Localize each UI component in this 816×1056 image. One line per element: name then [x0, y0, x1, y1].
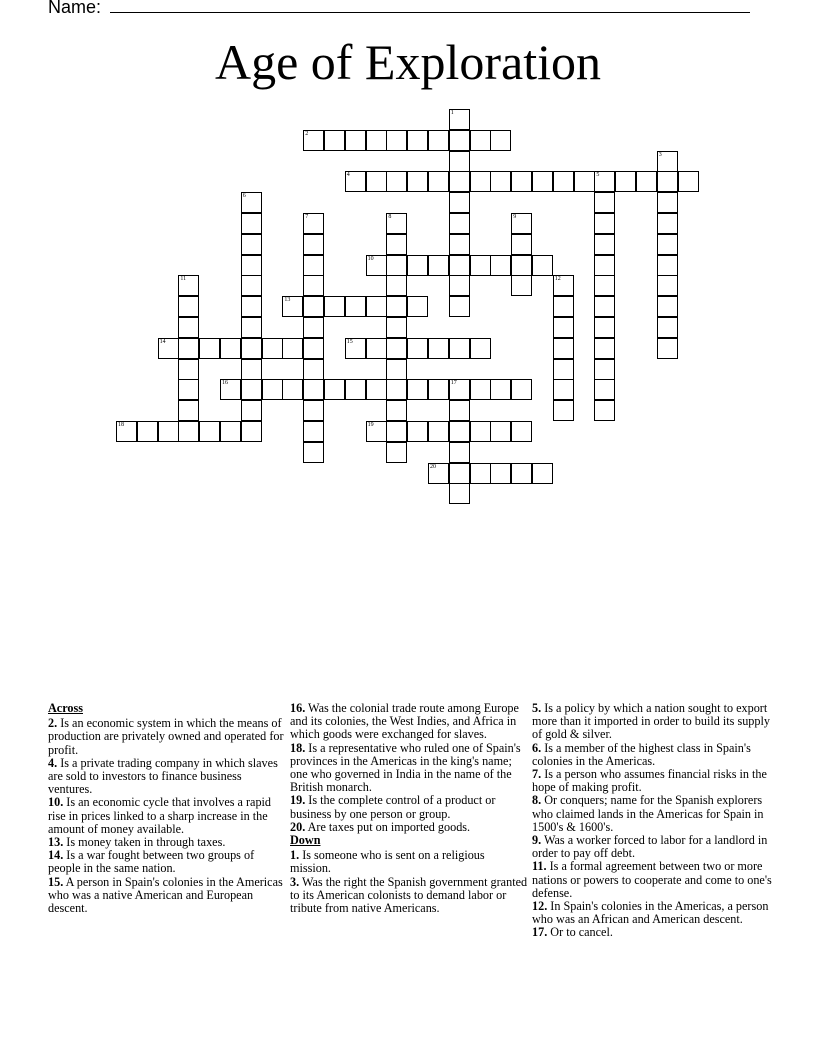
crossword-cell[interactable] [220, 421, 241, 442]
crossword-cell[interactable] [657, 151, 678, 172]
clue-item [532, 834, 772, 860]
crossword-cell[interactable] [594, 317, 615, 338]
clue-column-2 [290, 702, 528, 915]
crossword-cell[interactable] [241, 421, 262, 442]
crossword-cell[interactable] [449, 234, 470, 255]
clue-item [532, 926, 772, 939]
clue-number: 4. [48, 755, 58, 770]
clue-number: 1. [290, 848, 300, 863]
crossword-cell[interactable] [449, 109, 470, 130]
clue-text: Was the right the Spanish government granted to its American colonists to demand labor or tribute from native Americans. [290, 874, 528, 916]
crossword-cell[interactable] [594, 234, 615, 255]
crossword-cell[interactable] [449, 421, 470, 442]
clue-number-label: 7 [305, 214, 309, 220]
clue-number: 2. [48, 716, 58, 731]
clue-item [532, 702, 772, 742]
clue-text: Or to cancel. [547, 925, 613, 940]
crossword-cell[interactable] [470, 421, 491, 442]
crossword-cell[interactable] [594, 275, 615, 296]
crossword-cell[interactable] [449, 400, 470, 421]
crossword-cell[interactable] [657, 192, 678, 213]
clue-text: Is an economic system in which the means of production are privately owned and operated for profit. [48, 716, 284, 757]
clue-number-label: 6 [242, 193, 246, 200]
crossword-cell[interactable] [470, 171, 491, 192]
clue-number-label: 15 [346, 338, 353, 345]
clue-text: Was a worker forced to labor for a landlord in order to pay off debt. [532, 833, 768, 861]
crossword-cell[interactable] [490, 463, 511, 484]
crossword-cell[interactable] [366, 379, 387, 400]
crossword-cell[interactable] [386, 400, 407, 421]
name-label: Name: [48, 0, 107, 17]
crossword-cell[interactable] [574, 171, 595, 192]
clue-text: Is someone who is sent on a religious mission. [290, 848, 485, 876]
clue-number: 9. [532, 833, 542, 848]
clue-item [48, 796, 284, 836]
clue-number-label: 12 [554, 276, 561, 283]
crossword-cell[interactable] [511, 275, 532, 296]
crossword-cell[interactable] [366, 296, 387, 317]
crossword-cell[interactable] [553, 296, 574, 317]
crossword-cell[interactable] [386, 275, 407, 296]
crossword-cell[interactable] [241, 213, 262, 234]
down-clue-list-continued [532, 702, 772, 940]
clue-number-label: 16 [222, 380, 228, 387]
crossword-cell[interactable] [428, 130, 449, 151]
clue-number: 12. [532, 899, 548, 914]
crossword-cell[interactable] [594, 296, 615, 317]
crossword-cell[interactable] [282, 379, 303, 400]
crossword-cell[interactable] [678, 171, 699, 192]
crossword-cell[interactable] [282, 338, 303, 359]
crossword-cell[interactable] [366, 255, 387, 276]
crossword-cell[interactable] [220, 379, 241, 400]
clue-number: 20. [290, 819, 306, 834]
crossword-cell[interactable] [407, 421, 428, 442]
across-clue-list [48, 717, 284, 915]
clue-number: 8. [532, 793, 542, 808]
crossword-cell[interactable] [449, 151, 470, 172]
clue-number-label: 2 [305, 130, 309, 137]
clue-item [532, 742, 772, 768]
crossword-cell[interactable] [657, 296, 678, 317]
clue-item [532, 900, 772, 926]
crossword-cell[interactable] [428, 463, 449, 484]
clue-item [290, 742, 528, 795]
crossword-cell[interactable] [594, 192, 615, 213]
crossword-cell[interactable] [594, 171, 615, 192]
crossword-cell[interactable] [241, 255, 262, 276]
crossword-cell[interactable] [636, 171, 657, 192]
crossword-cell[interactable] [490, 255, 511, 276]
clue-column-3 [532, 702, 772, 940]
clue-number-label: 17 [450, 380, 457, 387]
clue-number-label: 4 [346, 172, 350, 179]
clue-number-label: 8 [388, 214, 392, 220]
crossword-cell[interactable] [449, 255, 470, 276]
crossword-cell[interactable] [241, 379, 262, 400]
across-heading: Across [48, 701, 83, 715]
crossword-cell[interactable] [407, 171, 428, 192]
crossword-cell[interactable] [532, 255, 553, 276]
clue-text: Is a member of the highest class in Spain's colonies in the Americas. [532, 740, 751, 768]
crossword-cell[interactable] [303, 359, 324, 380]
crossword-cell[interactable] [345, 379, 366, 400]
clue-text: Or conquers; name for the Spanish explorers who claimed lands in the Americas for Spain in 1500's & 1600's. [532, 793, 764, 834]
crossword-cell[interactable] [490, 421, 511, 442]
clue-text: Is a person who assumes financial risks in the hope of making profit. [532, 767, 767, 795]
crossword-cell[interactable] [657, 338, 678, 359]
crossword-cell[interactable] [303, 213, 324, 234]
crossword-cell[interactable] [449, 463, 470, 484]
crossword-cell[interactable] [303, 400, 324, 421]
page-title: Age of Exploration [214, 34, 601, 90]
crossword-cell[interactable] [407, 255, 428, 276]
crossword-cell[interactable] [199, 421, 220, 442]
clue-number: 18. [290, 740, 306, 755]
crossword-cell[interactable] [241, 275, 262, 296]
crossword-cell[interactable] [178, 338, 199, 359]
clue-number: 15. [48, 874, 64, 889]
crossword-cell[interactable] [178, 359, 199, 380]
crossword-cell[interactable] [553, 275, 574, 296]
clue-number: 7. [532, 767, 542, 782]
crossword-cell[interactable] [241, 359, 262, 380]
crossword-cell[interactable] [303, 338, 324, 359]
crossword-cell[interactable] [303, 317, 324, 338]
crossword-cell[interactable] [553, 171, 574, 192]
crossword-cell[interactable] [366, 338, 387, 359]
crossword-cell[interactable] [449, 213, 470, 234]
crossword-cell[interactable] [178, 317, 199, 338]
crossword-cell[interactable] [594, 359, 615, 380]
clue-item [48, 849, 284, 875]
crossword-cell[interactable] [199, 338, 220, 359]
crossword-cell[interactable] [241, 234, 262, 255]
crossword-cell[interactable] [490, 379, 511, 400]
crossword-cell[interactable] [386, 379, 407, 400]
crossword-cell[interactable] [407, 130, 428, 151]
clue-item [290, 702, 528, 742]
crossword-cell[interactable] [470, 463, 491, 484]
clue-number-label: 18 [118, 422, 124, 428]
crossword-cell[interactable] [241, 296, 262, 317]
crossword-cell[interactable] [657, 234, 678, 255]
clue-number-label: 10 [367, 255, 374, 262]
crossword-cell[interactable] [386, 296, 407, 317]
crossword-cell[interactable] [324, 130, 345, 151]
clue-number-label: 1 [450, 110, 454, 116]
across-clue-list-continued [290, 702, 528, 834]
clue-item [532, 768, 772, 794]
crossword-cell[interactable] [449, 192, 470, 213]
crossword-cell[interactable] [657, 255, 678, 276]
crossword-cell[interactable] [345, 130, 366, 151]
clue-number-label: 13 [284, 297, 291, 304]
crossword-cell[interactable] [303, 421, 324, 442]
crossword-cell[interactable] [303, 130, 324, 151]
clue-item [48, 757, 284, 797]
crossword-cell[interactable] [303, 234, 324, 255]
crossword-cell[interactable] [553, 400, 574, 421]
clue-text: Is a war fought between two groups of people in the same nation. [48, 848, 255, 876]
crossword-cell[interactable] [594, 213, 615, 234]
crossword-cell[interactable] [303, 275, 324, 296]
crossword-cell[interactable] [178, 379, 199, 400]
crossword-cell[interactable] [594, 338, 615, 359]
clue-text: In Spain's colonies in the Americas, a person who was an African and American descent. [532, 899, 769, 927]
crossword-cell[interactable] [490, 130, 511, 151]
clue-number: 14. [48, 848, 64, 863]
clue-item [290, 794, 528, 820]
clue-number: 5. [532, 701, 542, 715]
crossword-cell[interactable] [449, 275, 470, 296]
crossword-cell[interactable] [220, 338, 241, 359]
clue-number-label: 14 [159, 338, 166, 345]
clue-text: Is money taken in through taxes. [63, 835, 226, 850]
crossword-cell[interactable] [241, 338, 262, 359]
crossword-cell[interactable] [449, 296, 470, 317]
crossword-cell[interactable] [657, 275, 678, 296]
crossword-cell[interactable] [553, 317, 574, 338]
crossword-cell[interactable] [178, 275, 199, 296]
crossword-cell[interactable] [449, 338, 470, 359]
crossword-cell[interactable] [657, 317, 678, 338]
clue-number: 11. [532, 859, 547, 874]
crossword-cell[interactable] [345, 338, 366, 359]
crossword-cell[interactable] [532, 463, 553, 484]
crossword-cell[interactable] [324, 379, 345, 400]
crossword-cell[interactable] [386, 338, 407, 359]
crossword-cell[interactable] [449, 130, 470, 151]
crossword-cell[interactable] [511, 421, 532, 442]
crossword-cell[interactable] [449, 379, 470, 400]
crossword-cell[interactable] [428, 255, 449, 276]
clue-item [532, 860, 772, 900]
clue-number-label: 19 [367, 422, 374, 428]
crossword-cell[interactable] [511, 171, 532, 192]
crossword-cell[interactable] [303, 296, 324, 317]
clue-number-label: 11 [180, 276, 187, 283]
crossword-cell[interactable] [511, 379, 532, 400]
clue-number: 6. [532, 740, 542, 755]
crossword-cell[interactable] [366, 130, 387, 151]
clue-number: 3. [290, 874, 300, 889]
crossword-cell[interactable] [428, 379, 449, 400]
crossword-cell[interactable] [428, 338, 449, 359]
crossword-cell[interactable] [386, 213, 407, 234]
clue-number: 19. [290, 793, 306, 808]
crossword-cell[interactable] [366, 421, 387, 442]
crossword-cell[interactable] [303, 379, 324, 400]
crossword-cell[interactable] [470, 255, 491, 276]
crossword-cell[interactable] [386, 234, 407, 255]
clue-number-label: 9 [513, 214, 517, 220]
crossword-cell[interactable] [178, 421, 199, 442]
clue-text: Is a policy by which a nation sought to export more than it imported in order to build its supply of gold & silver. [532, 701, 770, 742]
clue-text: Is a private trading company in which slaves are sold to investors to finance business ventures. [48, 755, 278, 797]
crossword-cell[interactable] [158, 338, 179, 359]
crossword-cell[interactable] [553, 359, 574, 380]
crossword-cell[interactable] [594, 400, 615, 421]
clue-number: 13. [48, 835, 64, 850]
crossword-grid [0, 0, 816, 520]
clue-number: 17. [532, 925, 548, 940]
clue-number-label: 3 [658, 151, 662, 158]
crossword-cell[interactable] [594, 255, 615, 276]
clue-text: Is an economic cycle that involves a rapid rise in prices linked to a sharp increase in the amount of money available. [48, 795, 272, 836]
crossword-cell[interactable] [262, 379, 283, 400]
clue-item [290, 876, 528, 916]
clue-item [532, 794, 772, 834]
crossword-cell[interactable] [366, 171, 387, 192]
crossword-cell[interactable] [386, 255, 407, 276]
crossword-cell[interactable] [428, 421, 449, 442]
crossword-cell[interactable] [407, 338, 428, 359]
clue-item [48, 717, 284, 757]
clue-column-1 [48, 702, 284, 915]
down-clue-list [290, 849, 528, 915]
crossword-cell[interactable] [594, 379, 615, 400]
crossword-cell[interactable] [407, 296, 428, 317]
clue-text: Was the colonial trade route among Europe and its colonies, the West Indies, and Africa in which goods were exchanged for slaves. [290, 701, 519, 742]
crossword-cell[interactable] [449, 171, 470, 192]
crossword-cell[interactable] [116, 421, 137, 442]
crossword-cell[interactable] [386, 317, 407, 338]
clue-number: 10. [48, 795, 64, 810]
crossword-cell[interactable] [158, 421, 179, 442]
crossword-cell[interactable] [615, 171, 636, 192]
crossword-cell[interactable] [386, 171, 407, 192]
crossword-cell[interactable] [137, 421, 158, 442]
crossword-cell[interactable] [449, 483, 470, 504]
clue-text: A person in Spain's colonies in the Americas who was a native American and European descent. [48, 874, 283, 916]
crossword-cell[interactable] [178, 400, 199, 421]
clue-number-label: 20 [430, 463, 436, 470]
crossword-cell[interactable] [553, 338, 574, 359]
crossword-cell[interactable] [407, 379, 428, 400]
crossword-cell[interactable] [345, 171, 366, 192]
crossword-cell[interactable] [657, 171, 678, 192]
clue-text: Is a representative who ruled one of Spain's provinces in the Americas in the king's name; one who governed in India in the name of the British monarch. [290, 740, 521, 795]
crossword-cell[interactable] [532, 171, 553, 192]
crossword-cell[interactable] [345, 296, 366, 317]
crossword-cell[interactable] [386, 130, 407, 151]
crossword-cell[interactable] [470, 130, 491, 151]
clue-item [290, 849, 528, 875]
crossword-cell[interactable] [386, 442, 407, 463]
crossword-cell[interactable] [282, 296, 303, 317]
crossword-cell[interactable] [553, 379, 574, 400]
crossword-cell[interactable] [470, 338, 491, 359]
crossword-cell[interactable] [386, 359, 407, 380]
crossword-cell[interactable] [449, 442, 470, 463]
crossword-cell[interactable] [303, 255, 324, 276]
crossword-cell[interactable] [511, 213, 532, 234]
down-heading: Down [290, 833, 321, 848]
clue-number-label: 5 [596, 172, 600, 179]
crossword-cell[interactable] [428, 171, 449, 192]
crossword-cell[interactable] [511, 463, 532, 484]
clue-item [290, 821, 528, 834]
clue-text: Is the complete control of a product or business by one person or group. [290, 793, 496, 821]
crossword-cell[interactable] [241, 400, 262, 421]
crossword-cell[interactable] [470, 379, 491, 400]
crossword-cell[interactable] [262, 338, 283, 359]
clue-item [48, 876, 284, 916]
crossword-cell[interactable] [324, 296, 345, 317]
crossword-cell[interactable] [490, 171, 511, 192]
crossword-cell[interactable] [178, 296, 199, 317]
clue-number: 16. [290, 701, 306, 715]
crossword-cell[interactable] [511, 255, 532, 276]
crossword-cell[interactable] [657, 213, 678, 234]
crossword-cell[interactable] [511, 234, 532, 255]
crossword-cell[interactable] [241, 317, 262, 338]
crossword-cell[interactable] [386, 421, 407, 442]
crossword-cell[interactable] [241, 192, 262, 213]
clue-text: Is a formal agreement between two or more nations or powers to cooperate and come to one's defense. [532, 859, 772, 900]
crossword-cell[interactable] [303, 442, 324, 463]
clue-text: Are taxes put on imported goods. [305, 819, 471, 834]
